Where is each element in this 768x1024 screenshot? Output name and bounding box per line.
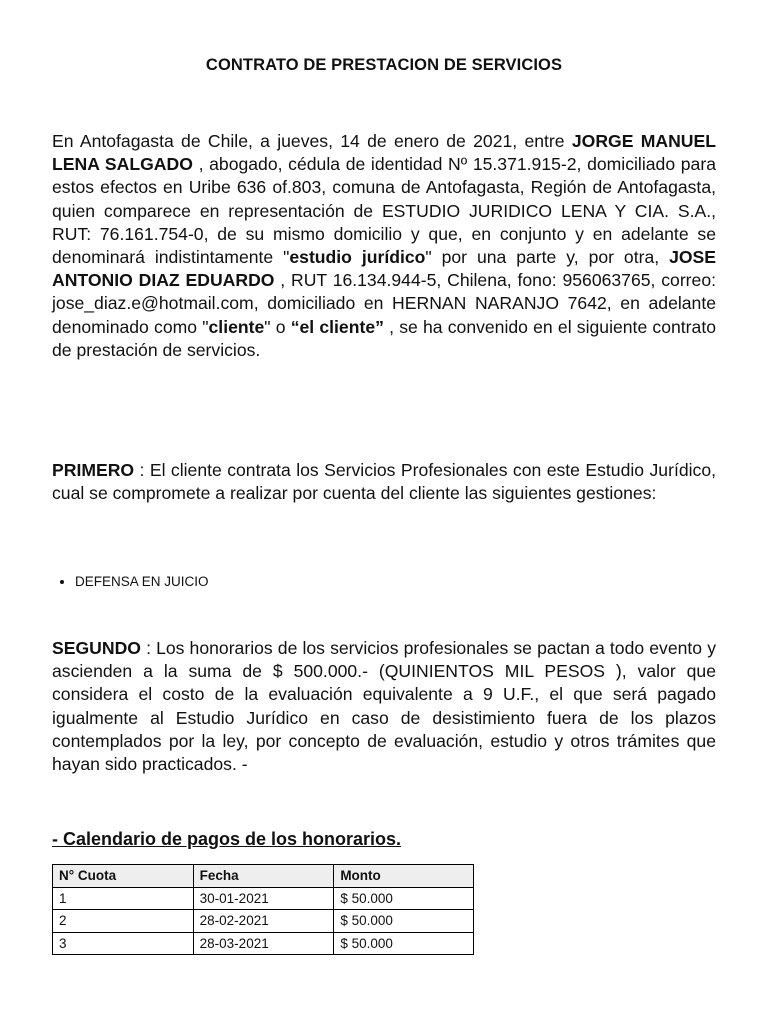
cell-fecha: 28-02-2021 bbox=[193, 910, 334, 933]
clause-segundo-text: : Los honorarios de los servicios profesionales se pactan a todo evento y ascienden a la suma de $ 500.000.- (QUINIENTOS MIL PESOS ), valor que considera el costo de la evaluación equivalente a 9 U.F., el que será pagado igualmente al Estudio Jurídico en caso de desistimiento fuera de los plazos contemplados por la ley, por concepto de evaluación, estudio y otros trámites que hayan sido practicados. - bbox=[52, 638, 716, 775]
cell-cuota: 3 bbox=[53, 932, 194, 955]
lawyer-name: JORGE MANUEL LENA SALGADO bbox=[52, 131, 716, 175]
clause-segundo-label: SEGUNDO bbox=[52, 638, 141, 658]
table-header-row bbox=[53, 865, 474, 888]
header-cuota: N° Cuota bbox=[53, 865, 194, 888]
table-row bbox=[53, 887, 474, 910]
list-item: • DEFENSA EN JUICIO bbox=[75, 573, 209, 591]
intro-text-2: , abogado, cédula de identidad Nº 15.371.915-2, domiciliado para estos efectos en Uribe 636 of.803, comuna de Antofagasta, Región de Antofagasta, quien comparece en representación de ESTUDIO JURIDICO LENA Y CIA. S.A., RUT: 76.161.754-0, de su mismo domicilio y que, en conjunto y en adelante se denominará indistintamente " bbox=[52, 154, 716, 268]
estudio-juridico-term: estudio jurídico bbox=[289, 247, 426, 268]
clause-segundo bbox=[52, 637, 716, 776]
table-row bbox=[53, 932, 474, 955]
intro-text-6: , se ha convenido en el siguiente contrato de prestación de servicios. bbox=[52, 316, 716, 360]
clause-primero-text: : El cliente contrata los Servicios Profesionales con este Estudio Jurídico, cual se compromete a realizar por cuenta del cliente las siguientes gestiones: bbox=[52, 460, 716, 504]
intro-text-4: , RUT 16.134.944-5, Chilena, fono: 956063765, correo: jose_diaz.e@hotmail.com, domiciliado en HERNAN NARANJO 7642, en adelante denominado como " bbox=[52, 270, 717, 337]
table-row bbox=[53, 910, 474, 933]
cell-monto: $ 50.000 bbox=[334, 887, 474, 910]
gestiones-list bbox=[52, 573, 209, 591]
clause-primero bbox=[52, 459, 716, 505]
payment-schedule-heading: - Calendario de pagos de los honorarios. bbox=[52, 829, 402, 849]
intro-text-3: " por una parte y, por otra, bbox=[425, 247, 670, 268]
payment-schedule-table bbox=[52, 864, 474, 955]
header-monto: Monto bbox=[334, 865, 474, 888]
intro-text-1: En Antofagasta de Chile, a jueves, 14 de enero de 2021, entre bbox=[52, 131, 572, 151]
intro-text-5: " o bbox=[264, 316, 291, 337]
clause-primero-label: PRIMERO bbox=[52, 460, 135, 480]
client-name: JOSE ANTONIO DIAZ EDUARDO bbox=[52, 247, 717, 291]
intro-paragraph bbox=[52, 130, 716, 362]
cell-fecha: 28-03-2021 bbox=[193, 932, 334, 955]
cliente-term: cliente bbox=[208, 316, 265, 337]
header-fecha: Fecha bbox=[193, 865, 334, 888]
cell-cuota: 2 bbox=[53, 910, 194, 933]
cell-cuota: 1 bbox=[53, 887, 194, 910]
el-cliente-term: “el cliente” bbox=[290, 316, 384, 337]
cell-monto: $ 50.000 bbox=[334, 910, 474, 933]
cell-monto: $ 50.000 bbox=[334, 932, 474, 955]
cell-fecha: 30-01-2021 bbox=[193, 887, 334, 910]
document-title: CONTRATO DE PRESTACION DE SERVICIOS bbox=[205, 56, 563, 74]
